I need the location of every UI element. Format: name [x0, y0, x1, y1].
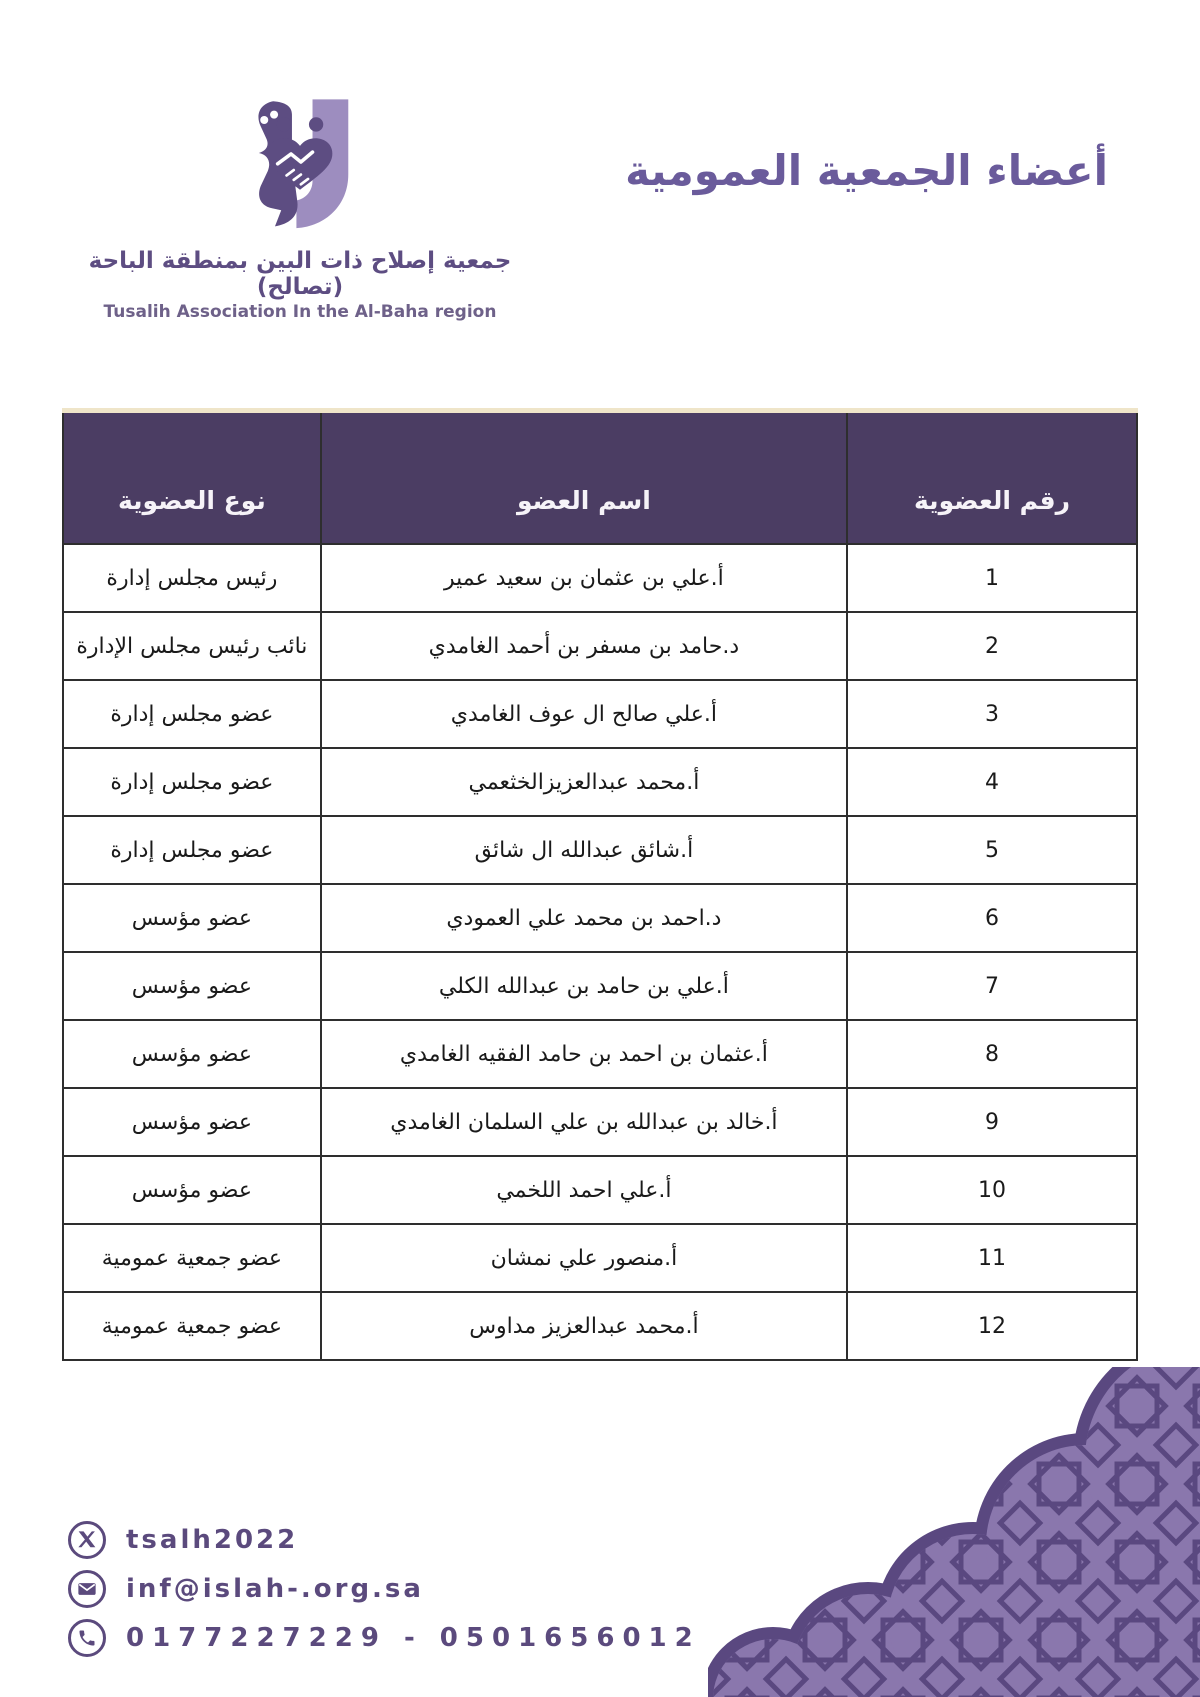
member-name: أ.خالد بن عبدالله بن علي السلمان الغامدي: [321, 1088, 847, 1156]
member-name: أ.علي صالح ال عوف الغامدي: [321, 680, 847, 748]
table-row: [63, 1292, 1137, 1360]
table-row: [63, 884, 1137, 952]
member-number: 5: [847, 816, 1137, 884]
table-row: [63, 1156, 1137, 1224]
membership-type: عضو مجلس إدارة: [63, 816, 321, 884]
table-header-row: [63, 413, 1137, 544]
x-twitter-icon: [68, 1521, 106, 1559]
member-name: أ.علي بن عثمان بن سعيد عمير: [321, 544, 847, 612]
table-row: [63, 1224, 1137, 1292]
org-name-arabic: جمعية إصلاح ذات البين بمنطقة الباحة (تصالح): [88, 248, 512, 300]
members-table: [62, 413, 1138, 1361]
islamic-pattern-ornament: [708, 1367, 1200, 1697]
member-name: أ.محمد عبدالعزيز مداوس: [321, 1292, 847, 1360]
members-table-wrap: [62, 408, 1138, 1361]
tusalih-logo-icon: [224, 86, 376, 238]
table-row: [63, 952, 1137, 1020]
membership-type: رئيس مجلس إدارة: [63, 544, 321, 612]
phone-row[interactable]: [68, 1618, 701, 1658]
header-member-name: اسم العضو: [321, 413, 847, 544]
member-name: أ.عثمان بن احمد بن حامد الفقيه الغامدي: [321, 1020, 847, 1088]
member-name: د.حامد بن مسفر بن أحمد الغامدي: [321, 612, 847, 680]
table-row: [63, 1088, 1137, 1156]
page-title: أعضاء الجمعية العمومية: [625, 146, 1108, 195]
member-number: 6: [847, 884, 1137, 952]
email-icon: [68, 1570, 106, 1608]
table-row: [63, 816, 1137, 884]
member-number: 1: [847, 544, 1137, 612]
membership-type: عضو جمعية عمومية: [63, 1224, 321, 1292]
membership-type: عضو مؤسس: [63, 952, 321, 1020]
table-row: [63, 680, 1137, 748]
member-name: أ.محمد عبدالعزيزالخثعمي: [321, 748, 847, 816]
member-number: 4: [847, 748, 1137, 816]
phone-numbers[interactable]: 0177227229 - 0501656012: [126, 1623, 701, 1653]
contact-footer: [68, 1520, 701, 1667]
table-row: [63, 748, 1137, 816]
member-number: 10: [847, 1156, 1137, 1224]
email-row[interactable]: [68, 1569, 701, 1609]
membership-type: عضو مجلس إدارة: [63, 748, 321, 816]
phone-icon: [68, 1619, 106, 1657]
table-row: [63, 1020, 1137, 1088]
membership-type: عضو مؤسس: [63, 1020, 321, 1088]
member-name: أ.علي احمد اللخمي: [321, 1156, 847, 1224]
member-number: 12: [847, 1292, 1137, 1360]
header-membership-number: رقم العضوية: [847, 413, 1137, 544]
membership-type: عضو مؤسس: [63, 884, 321, 952]
member-number: 7: [847, 952, 1137, 1020]
member-number: 9: [847, 1088, 1137, 1156]
member-number: 8: [847, 1020, 1137, 1088]
membership-type: عضو مؤسس: [63, 1088, 321, 1156]
twitter-row[interactable]: [68, 1520, 701, 1560]
table-row: [63, 544, 1137, 612]
membership-type: نائب رئيس مجلس الإدارة: [63, 612, 321, 680]
member-number: 2: [847, 612, 1137, 680]
org-name-english: Tusalih Association In the Al-Baha region: [103, 302, 497, 322]
member-name: د.احمد بن محمد علي العمودي: [321, 884, 847, 952]
org-logo-block: [78, 86, 522, 322]
member-name: أ.علي بن حامد بن عبدالله الكلي: [321, 952, 847, 1020]
member-number: 11: [847, 1224, 1137, 1292]
twitter-handle[interactable]: tsalh2022: [126, 1525, 299, 1555]
header-membership-type: نوع العضوية: [63, 413, 321, 544]
member-name: أ.منصور علي نمشان: [321, 1224, 847, 1292]
membership-type: عضو مؤسس: [63, 1156, 321, 1224]
member-number: 3: [847, 680, 1137, 748]
table-row: [63, 612, 1137, 680]
email-address[interactable]: inf@islah-.org.sa: [126, 1574, 424, 1604]
membership-type: عضو جمعية عمومية: [63, 1292, 321, 1360]
membership-type: عضو مجلس إدارة: [63, 680, 321, 748]
member-name: أ.شائق عبدالله ال شائق: [321, 816, 847, 884]
